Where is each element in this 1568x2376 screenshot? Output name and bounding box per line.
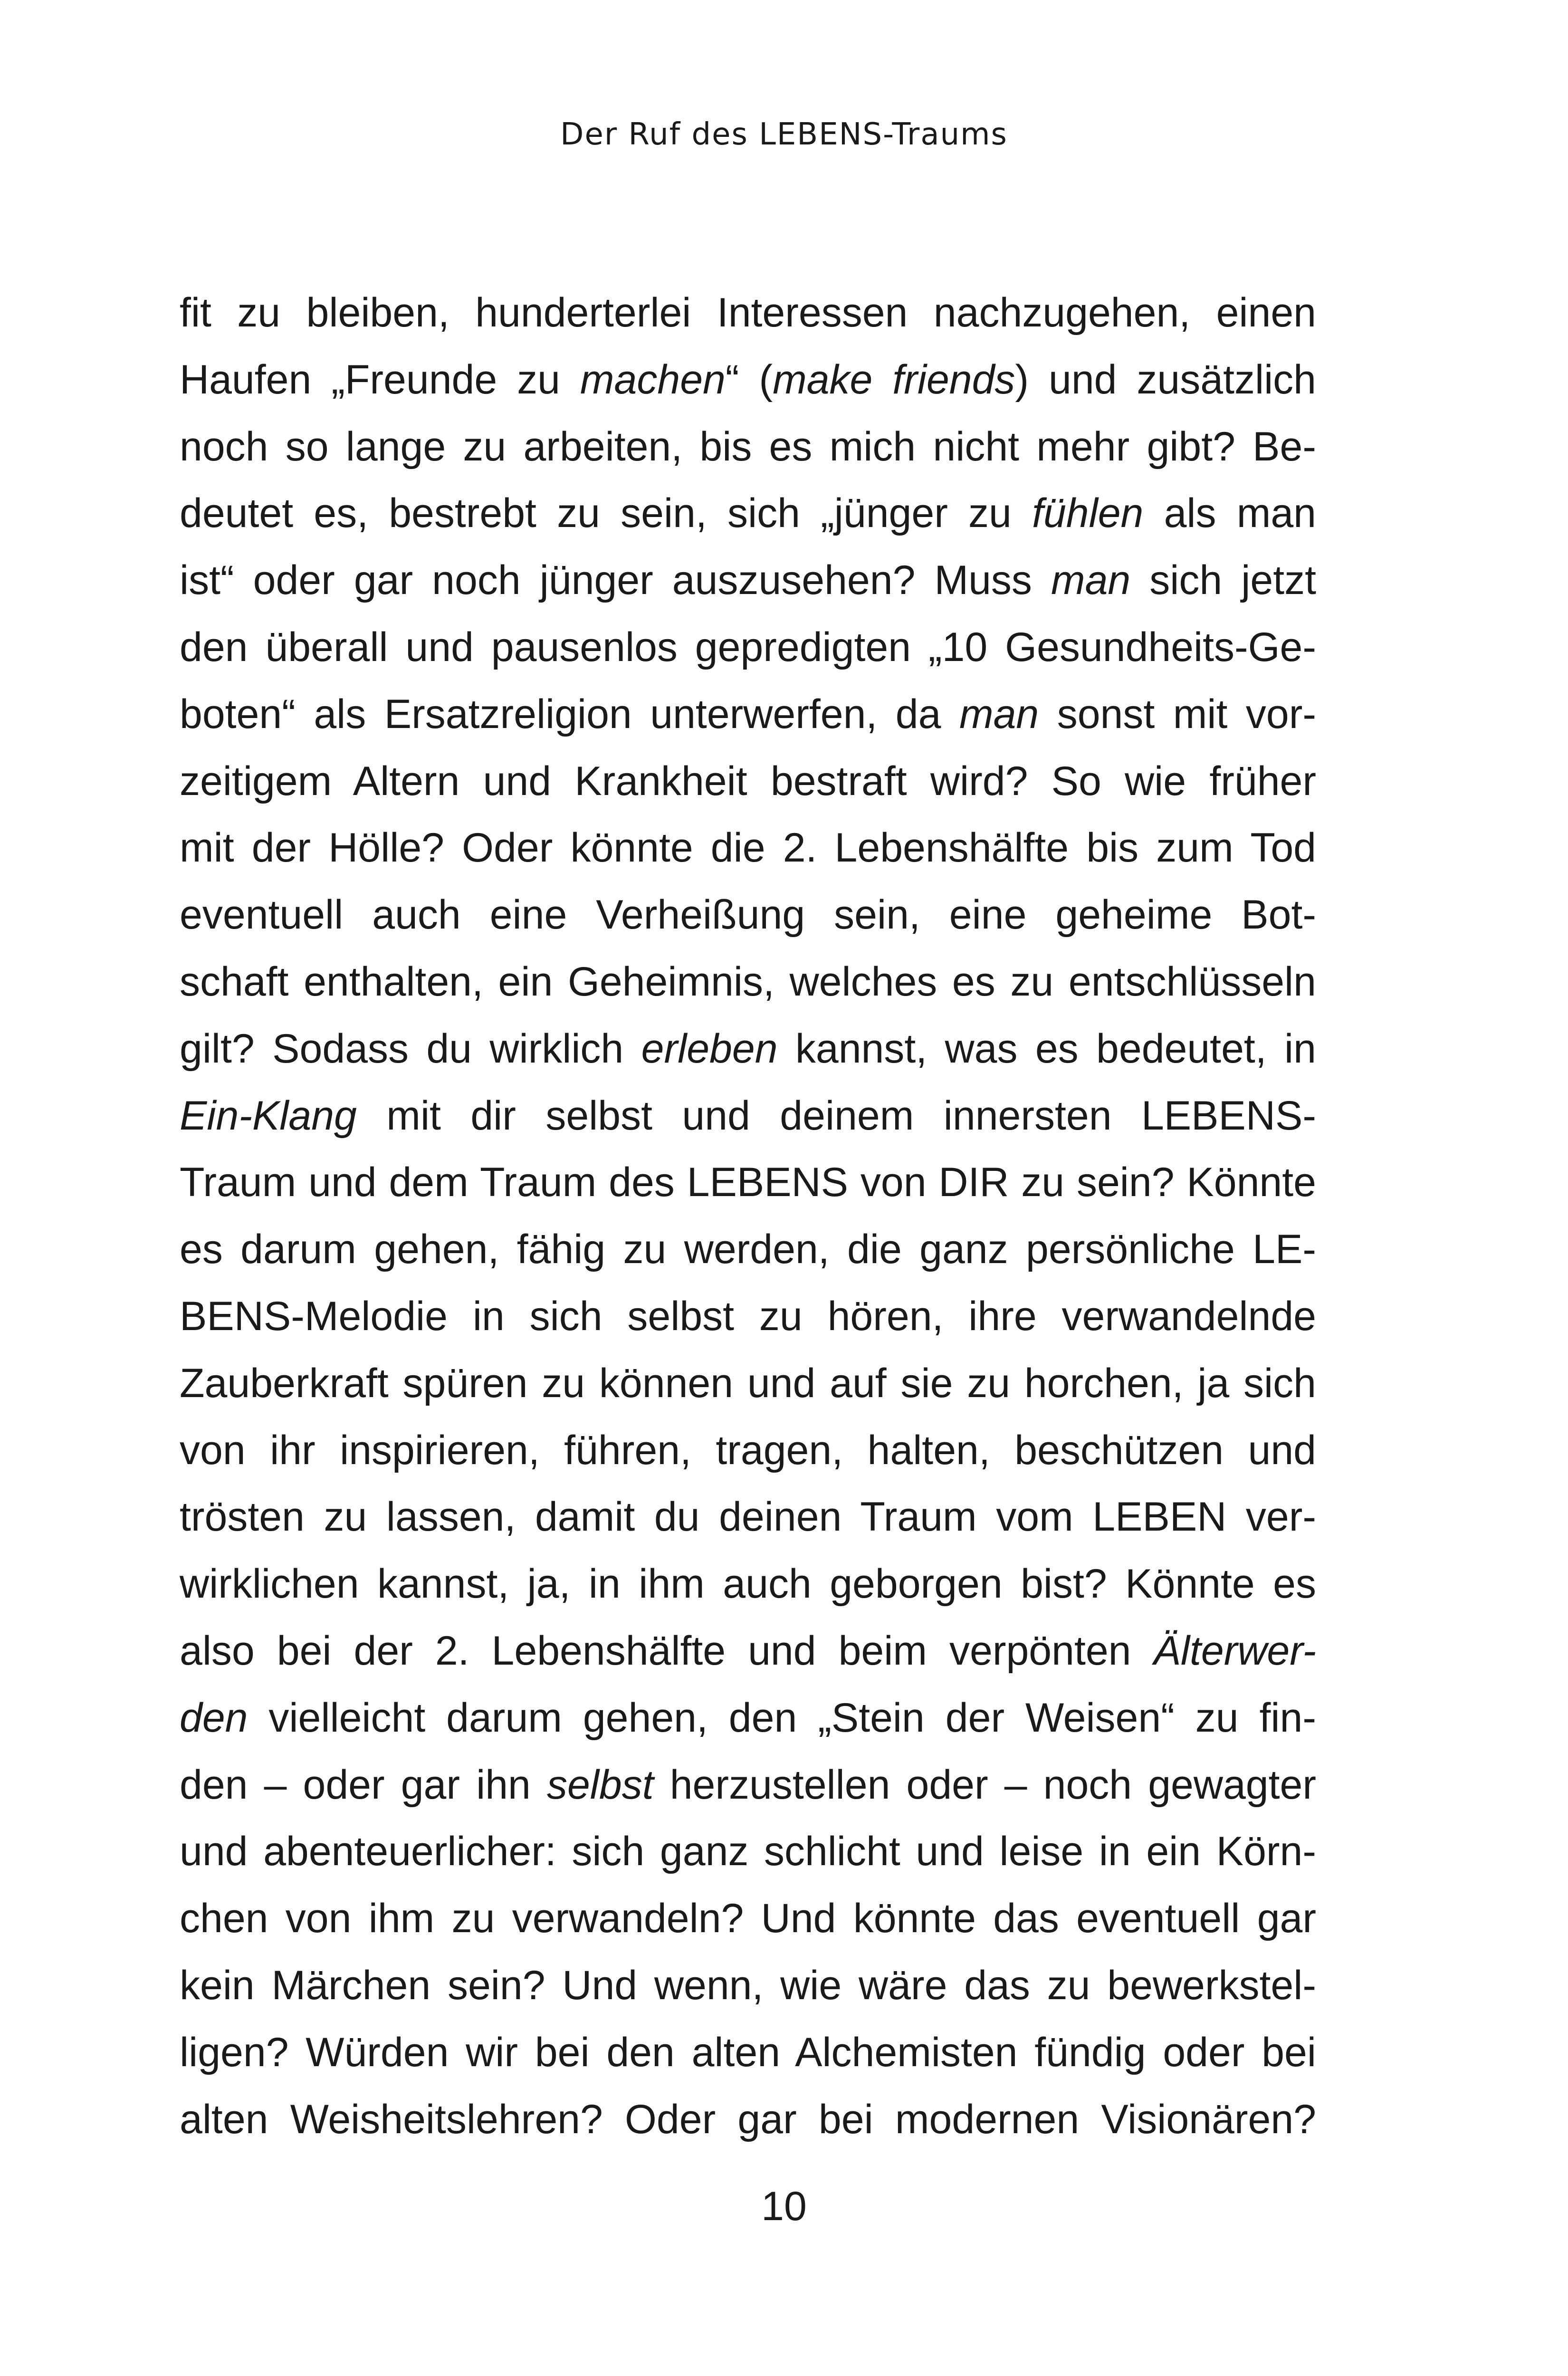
text-line	[180, 1752, 1316, 1819]
italic-text: machen	[580, 356, 726, 402]
text-line	[180, 547, 1316, 614]
text-segment: mit der Hölle? Oder könnte die 2. Lebenshälfte bis zum Tod	[180, 825, 1316, 871]
text-segment: mit dir selbst und deinem innersten LEBENS-	[356, 1092, 1316, 1139]
text-line	[180, 1216, 1316, 1283]
text-segment: chen von ihm zu verwandeln? Und könnte das eventuell gar	[180, 1896, 1316, 1942]
text-line	[180, 279, 1316, 346]
text-line	[180, 1818, 1316, 1885]
text-line	[180, 1685, 1316, 1752]
text-line	[180, 748, 1316, 815]
italic-text: erleben	[641, 1025, 778, 1072]
text-segment: den – oder gar ihn	[180, 1762, 547, 1808]
text-line	[180, 1618, 1316, 1685]
text-line	[180, 614, 1316, 681]
text-line	[180, 1417, 1316, 1484]
text-line	[180, 814, 1316, 881]
text-line	[180, 1149, 1316, 1216]
text-segment: den überall und pausenlos gepredigten „10 Gesundheits-Ge-	[180, 624, 1316, 670]
text-segment: “ (	[725, 356, 773, 402]
italic-text: make friends	[773, 356, 1015, 402]
text-segment: fit zu bleiben, hunderterlei Interessen nachzugehen, einen	[180, 290, 1316, 335]
text-segment: kein Märchen sein? Und wenn, wie wäre das zu bewerkstel-	[180, 1962, 1316, 2008]
italic-text: Älterwer-	[1153, 1628, 1316, 1674]
text-segment: von ihr inspirieren, führen, tragen, halten, beschützen und	[180, 1427, 1316, 1473]
text-segment: Traum und dem Traum des LEBENS von DIR zu sein? Könnte	[180, 1159, 1316, 1206]
italic-text: man	[1051, 557, 1131, 604]
text-segment: sich jetzt	[1130, 557, 1316, 604]
text-line	[180, 413, 1316, 480]
text-line	[180, 480, 1316, 547]
text-line	[180, 1283, 1316, 1350]
text-line	[180, 1484, 1316, 1551]
text-segment: es darum gehen, fähig zu werden, die ganz persönliche LE-	[180, 1226, 1316, 1273]
text-segment: vielleicht darum gehen, den „Stein der Weisen“ zu fin-	[248, 1695, 1316, 1741]
text-segment: deutet es, bestrebt zu sein, sich „jünger zu	[180, 490, 1033, 537]
text-segment: zeitigem Altern und Krankheit bestraft wird? So wie früher	[180, 758, 1316, 804]
text-segment: und abenteuerlicher: sich ganz schlicht und leise in ein Körn-	[180, 1829, 1316, 1875]
text-segment: wirklichen kannst, ja, in ihm auch geborgen bist? Könnte es	[180, 1561, 1316, 1607]
text-segment: BENS-Melodie in sich selbst zu hören, ihre verwandelnde	[180, 1293, 1316, 1339]
text-segment: als man	[1143, 490, 1316, 537]
running-header-title: Der Ruf des LEBENS-Traums	[560, 117, 1008, 152]
text-line	[180, 681, 1316, 748]
text-segment: alten Weisheitslehren? Oder gar bei modernen Visionären?	[180, 2096, 1316, 2142]
text-segment: eventuell auch eine Verheißung sein, eine geheime Bot-	[180, 892, 1316, 938]
text-segment: ) und zusätzlich	[1015, 356, 1316, 402]
text-segment: Haufen „Freunde zu	[180, 356, 580, 402]
body-paragraph	[180, 279, 1316, 2153]
italic-text: den	[180, 1695, 248, 1741]
italic-text: man	[959, 691, 1039, 737]
text-segment: noch so lange zu arbeiten, bis es mich nicht mehr gibt? Be-	[180, 423, 1316, 469]
text-segment: ist“ oder gar noch jünger auszusehen? Muss	[180, 557, 1051, 604]
text-line	[180, 2086, 1316, 2153]
italic-text: Ein-Klang	[180, 1092, 357, 1139]
text-segment: schaft enthalten, ein Geheimnis, welches es zu entschlüsseln	[180, 958, 1316, 1005]
text-line	[180, 1083, 1316, 1150]
text-line	[180, 346, 1316, 413]
italic-text: selbst	[546, 1762, 654, 1808]
text-line	[180, 1952, 1316, 2019]
text-segment: sonst mit vor-	[1039, 691, 1316, 737]
text-segment: Zauberkraft spüren zu können und auf sie zu horchen, ja sich	[180, 1360, 1316, 1406]
text-segment: herzustellen oder – noch gewagter	[653, 1762, 1316, 1808]
text-segment: gilt? Sodass du wirklich	[180, 1025, 641, 1072]
italic-text: fühlen	[1032, 490, 1144, 537]
text-segment: also bei der 2. Lebenshälfte und beim verpönten	[180, 1628, 1154, 1674]
text-line	[180, 1885, 1316, 1952]
text-line	[180, 2019, 1316, 2086]
text-segment: kannst, was es bedeutet, in	[777, 1025, 1316, 1072]
text-line	[180, 948, 1316, 1016]
text-line	[180, 881, 1316, 948]
text-segment: ligen? Würden wir bei den alten Alchemisten fündig oder bei	[180, 2029, 1316, 2075]
text-line	[180, 1016, 1316, 1083]
page-number: 10	[761, 2184, 807, 2229]
text-line	[180, 1350, 1316, 1417]
text-segment: trösten zu lassen, damit du deinen Traum vom LEBEN ver-	[180, 1494, 1316, 1540]
text-segment: boten“ als Ersatzreligion unterwerfen, da	[180, 691, 959, 737]
text-line	[180, 1551, 1316, 1618]
